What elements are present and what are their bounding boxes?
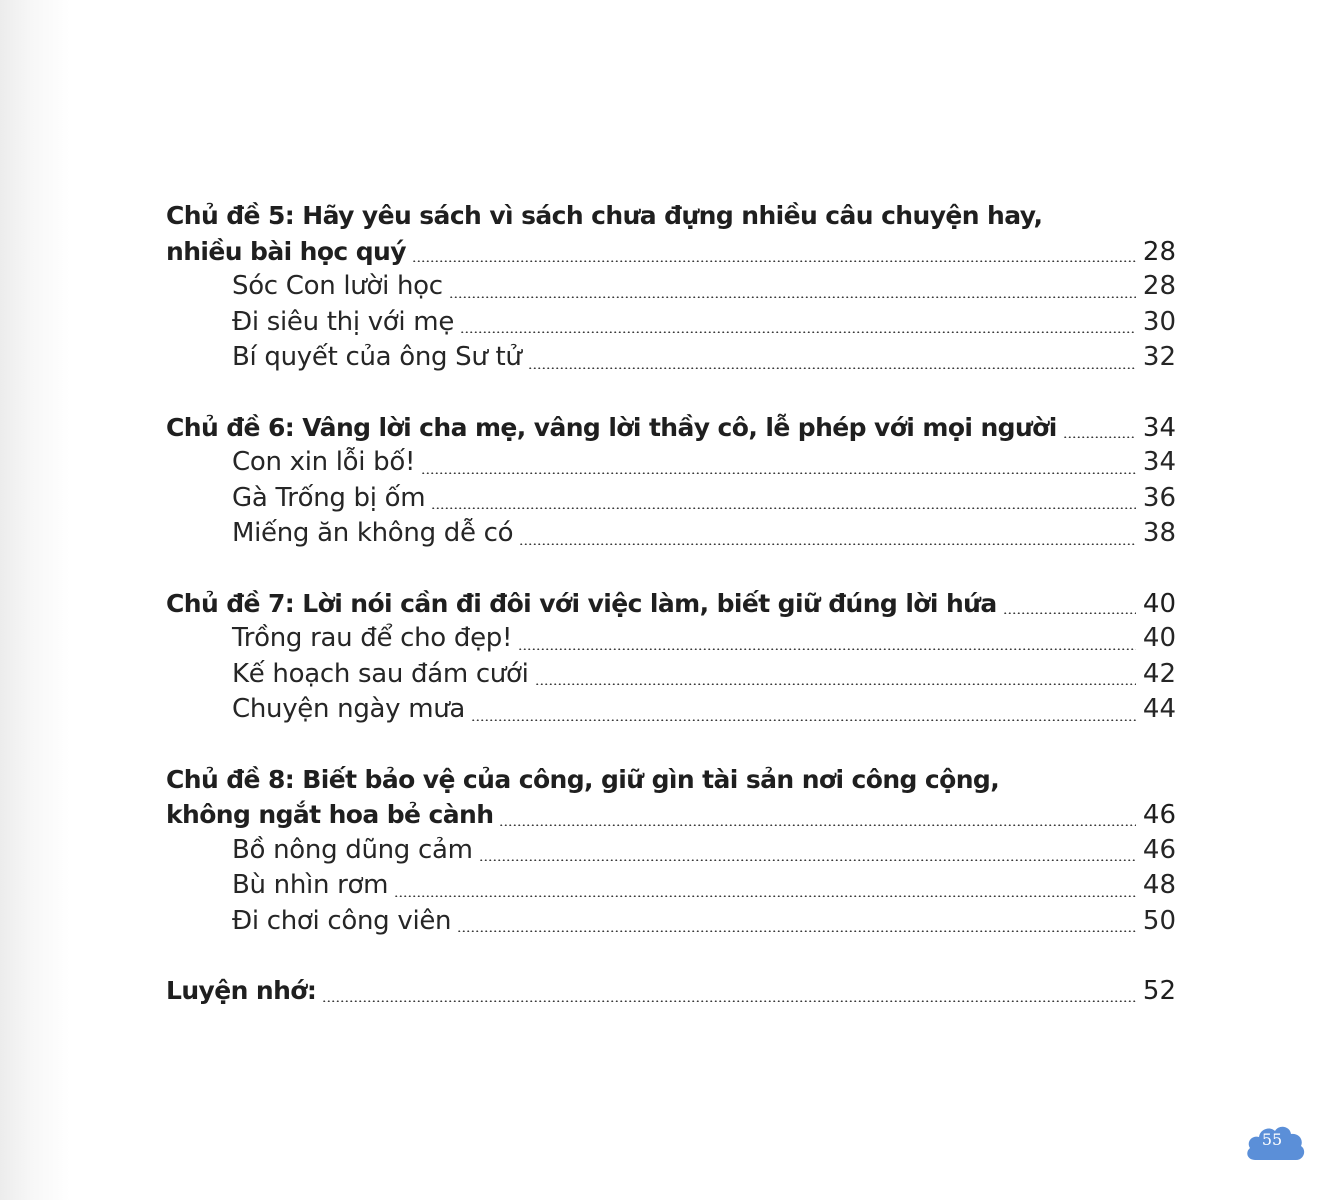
dot-leader	[457, 930, 1136, 932]
story-title: Gà Trống bị ốm	[232, 482, 426, 513]
section-heading-line	[166, 234, 1176, 270]
section-page-number: 40	[1142, 588, 1176, 619]
story-page-number: 28	[1142, 271, 1176, 301]
page-number-badge	[1243, 1120, 1307, 1164]
story-page-number: 38	[1142, 518, 1176, 548]
toc-entry	[166, 657, 1176, 693]
dot-leader	[322, 1000, 1136, 1002]
story-title: Đi siêu thị với mẹ	[232, 306, 455, 337]
story-title: Kế hoạch sau đám cưới	[232, 658, 529, 689]
dot-leader	[499, 824, 1136, 826]
dot-leader	[471, 719, 1136, 721]
story-page-number: 48	[1142, 870, 1176, 900]
toc-section	[166, 973, 1176, 1009]
toc-entry	[166, 621, 1176, 657]
dot-leader	[460, 331, 1136, 333]
section-title: nhiều bài học quý	[166, 236, 406, 266]
toc-entry	[166, 904, 1176, 940]
dot-leader	[449, 296, 1136, 298]
story-page-number: 40	[1142, 623, 1176, 653]
story-title: Đi chơi công viên	[232, 905, 452, 936]
toc-entry	[166, 445, 1176, 481]
story-page-number: 34	[1142, 447, 1176, 477]
section-title: Chủ đề 6: Vâng lời cha mẹ, vâng lời thầy cô, lễ phép với mọi người	[166, 412, 1057, 442]
toc-entry	[166, 868, 1176, 904]
story-title: Bí quyết của ông Sư tử	[232, 342, 522, 372]
toc-entry	[166, 481, 1176, 517]
story-title: Chuyện ngày mưa	[232, 694, 466, 724]
page-edge-shadow	[0, 0, 70, 1200]
story-page-number: 42	[1142, 658, 1176, 689]
section-page-number: 34	[1142, 412, 1176, 443]
dot-leader	[535, 683, 1136, 685]
story-title: Bồ nông dũng cảm	[232, 834, 473, 865]
dot-leader	[412, 260, 1136, 262]
section-heading-line	[166, 797, 1176, 833]
story-page-number: 46	[1142, 834, 1176, 865]
section-heading-line	[166, 586, 1176, 622]
dot-leader	[431, 507, 1136, 509]
toc-entry	[166, 269, 1176, 305]
toc-section	[166, 762, 1176, 940]
section-page-number: 28	[1142, 236, 1176, 267]
toc-section	[166, 586, 1176, 728]
dot-leader	[519, 543, 1136, 545]
story-title: Miếng ăn không dễ có	[232, 518, 514, 548]
story-title: Con xin lỗi bố!	[232, 447, 416, 477]
page-number: 55	[1261, 1130, 1283, 1149]
section-heading-line	[166, 410, 1176, 446]
section-page-number: 46	[1142, 800, 1176, 830]
toc-entry	[166, 305, 1176, 341]
dot-leader	[1063, 436, 1136, 438]
dot-leader	[394, 895, 1136, 897]
section-title: Chủ đề 7: Lời nói cần đi đôi với việc làm, biết giữ đúng lời hứa	[166, 588, 997, 618]
section-page-number: 52	[1142, 976, 1176, 1006]
toc-entry	[166, 833, 1176, 869]
story-page-number: 32	[1142, 342, 1176, 372]
section-heading-line	[166, 973, 1176, 1009]
story-page-number: 30	[1142, 306, 1176, 337]
dot-leader	[518, 648, 1136, 650]
section-title: Chủ đề 5: Hãy yêu sách vì sách chưa đựng nhiều câu chuyện hay,	[166, 201, 1043, 230]
dot-leader	[421, 472, 1136, 474]
story-page-number: 50	[1142, 905, 1176, 936]
section-title: không ngắt hoa bẻ cành	[166, 800, 494, 829]
toc-section	[166, 410, 1176, 552]
story-title: Bù nhìn rơm	[232, 870, 389, 900]
section-heading-line	[166, 762, 1176, 798]
dot-leader	[528, 367, 1136, 369]
toc-entry	[166, 516, 1176, 552]
section-heading-line	[166, 198, 1176, 234]
dot-leader	[1003, 612, 1136, 614]
toc-section	[166, 198, 1176, 376]
toc-entry	[166, 692, 1176, 728]
section-title: Luyện nhớ:	[166, 976, 317, 1005]
toc-entry	[166, 340, 1176, 376]
section-title: Chủ đề 8: Biết bảo vệ của công, giữ gìn tài sản nơi công cộng,	[166, 764, 1000, 794]
story-page-number: 44	[1142, 694, 1176, 724]
story-title: Sóc Con lười học	[232, 271, 443, 301]
dot-leader	[479, 859, 1136, 861]
story-title: Trồng rau để cho đẹp!	[232, 623, 513, 653]
story-page-number: 36	[1142, 482, 1176, 513]
table-of-contents	[166, 198, 1176, 1043]
